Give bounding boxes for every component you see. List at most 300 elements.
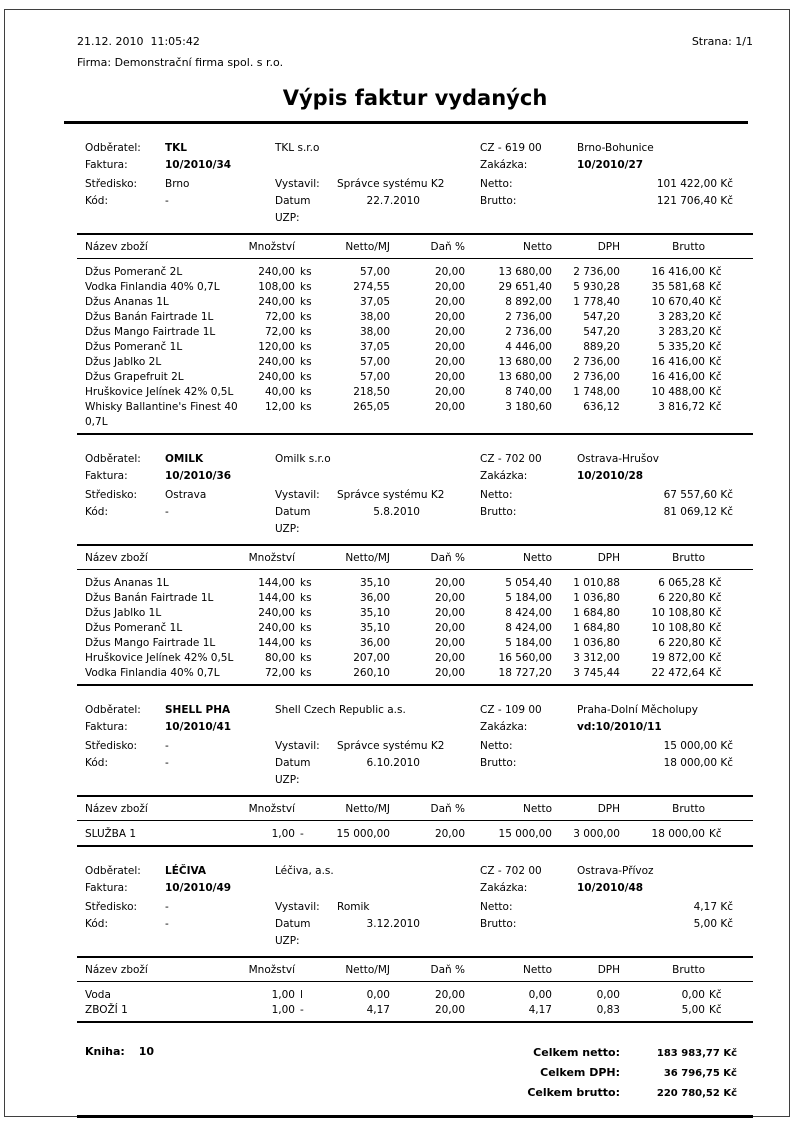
uzp-label: Datum UZP:: [275, 506, 311, 535]
uzp-label: Datum UZP:: [275, 195, 311, 224]
item-brutto: 19 872,00: [651, 652, 705, 664]
item-name: ZBOŽÍ 1: [85, 1004, 128, 1016]
item-dan: 20,00: [434, 637, 465, 649]
item-netto-mj: 38,00: [359, 326, 390, 338]
customer-city: Ostrava-Přívoz: [577, 865, 654, 877]
item-currency: Kč: [709, 266, 722, 278]
item-netto-mj: 57,00: [359, 371, 390, 383]
item-dph: 1 778,40: [573, 296, 620, 308]
customer-label: Odběratel:: [85, 704, 141, 716]
invoice-netto-total: 67 557,60 Kč: [663, 489, 733, 501]
total-netto-value: 183 983,77 Kč: [656, 1048, 737, 1059]
item-currency: Kč: [709, 281, 722, 293]
item-currency: Kč: [709, 607, 722, 619]
item-qty: 40,00: [264, 386, 295, 398]
item-dph: 3 000,00: [573, 828, 620, 840]
item-brutto: 18 000,00: [651, 828, 705, 840]
items-table-header: [77, 964, 753, 977]
header-netto-mj: Netto/MJ: [345, 552, 390, 564]
uzp-label: Datum UZP:: [275, 918, 311, 947]
brutto-label: Brutto:: [480, 757, 517, 769]
item-dan: 20,00: [434, 577, 465, 589]
header-mnozstvi: Množství: [248, 552, 295, 564]
item-name: Džus Ananas 1L: [85, 296, 169, 308]
item-dph: 3 312,00: [573, 652, 620, 664]
stredisko-label: Středisko:: [85, 740, 138, 752]
invoice-label: Faktura:: [85, 882, 128, 894]
item-netto-mj: 260,10: [353, 667, 390, 679]
item-unit: ks: [300, 622, 312, 634]
customer-city: Praha-Dolní Měcholupy: [577, 704, 698, 716]
item-currency: Kč: [709, 371, 722, 383]
item-currency: Kč: [709, 592, 722, 604]
item-brutto: 16 416,00: [651, 266, 705, 278]
header-mnozstvi: Množství: [248, 803, 295, 815]
netto-label: Netto:: [480, 489, 513, 501]
item-unit: ks: [300, 592, 312, 604]
item-dan: 20,00: [434, 311, 465, 323]
customer-code: TKL: [165, 142, 187, 154]
header-mnozstvi: Množství: [248, 241, 295, 253]
uzp-label: Datum UZP:: [275, 757, 311, 786]
item-dph: 1 036,80: [573, 637, 620, 649]
item-currency: Kč: [709, 401, 722, 413]
item-netto-mj: 207,00: [353, 652, 390, 664]
item-netto: 8 892,00: [505, 296, 552, 308]
item-unit: ks: [300, 652, 312, 664]
customer-label: Odběratel:: [85, 453, 141, 465]
item-netto: 4,17: [528, 1004, 552, 1016]
item-currency: Kč: [709, 577, 722, 589]
header-brutto: Brutto: [672, 803, 705, 815]
header-nazev: Název zboží: [85, 552, 148, 564]
item-currency: Kč: [709, 296, 722, 308]
customer-city: Ostrava-Hrušov: [577, 453, 660, 465]
header-brutto: Brutto: [672, 964, 705, 976]
item-netto: 8 424,00: [505, 607, 552, 619]
item-netto-mj: 35,10: [359, 577, 390, 589]
item-dan: 20,00: [434, 356, 465, 368]
item-qty: 72,00: [264, 311, 295, 323]
item-netto: 13 680,00: [498, 371, 552, 383]
table-bottom-divider: [77, 684, 753, 686]
table-bottom-divider: [77, 845, 753, 847]
invoice-kod-row: [77, 504, 753, 538]
item-unit: ks: [300, 326, 312, 338]
item-brutto: 3 283,20: [658, 311, 705, 323]
item-unit: ks: [300, 356, 312, 368]
item-netto: 5 184,00: [505, 592, 552, 604]
item-row: [77, 400, 753, 430]
item-row: [77, 340, 753, 355]
header-dph: DPH: [597, 803, 620, 815]
item-netto: 16 560,00: [498, 652, 552, 664]
item-currency: Kč: [709, 356, 722, 368]
book-label: Kniha:: [85, 1045, 125, 1058]
item-currency: Kč: [709, 311, 722, 323]
item-netto: 29 651,40: [498, 281, 552, 293]
item-unit: ks: [300, 281, 312, 293]
item-netto-mj: 57,00: [359, 356, 390, 368]
item-rows: [77, 576, 753, 681]
header-nazev: Název zboží: [85, 803, 148, 815]
item-name: Džus Grapefruit 2L: [85, 371, 184, 383]
item-dph: 547,20: [583, 326, 620, 338]
item-row: [77, 591, 753, 606]
item-row: [77, 576, 753, 591]
item-netto: 0,00: [528, 989, 552, 1001]
kod-value: -: [165, 757, 169, 769]
item-brutto: 3 816,72: [658, 401, 705, 413]
issuer-value: Správce systému K2: [337, 178, 445, 190]
header-nazev: Název zboží: [85, 964, 148, 976]
item-name: Vodka Finlandia 40% 0,7L: [85, 281, 220, 293]
invoice-kod-row: [77, 755, 753, 789]
item-unit: ks: [300, 607, 312, 619]
item-qty: 240,00: [258, 356, 295, 368]
item-netto: 4 446,00: [505, 341, 552, 353]
invoice-brutto-total: 121 706,40 Kč: [656, 195, 733, 207]
header-netto: Netto: [523, 552, 552, 564]
item-netto-mj: 0,00: [366, 989, 390, 1001]
invoice-number: 10/2010/41: [165, 721, 232, 733]
item-name: Džus Mango Fairtrade 1L: [85, 326, 216, 338]
item-currency: Kč: [709, 326, 722, 338]
stredisko-value: -: [165, 740, 169, 752]
item-name: Džus Pomeranč 1L: [85, 341, 183, 353]
order-label: Zakázka:: [480, 721, 528, 733]
item-qty: 240,00: [258, 371, 295, 383]
item-netto: 3 180,60: [505, 401, 552, 413]
item-dph: 2 736,00: [573, 371, 620, 383]
invoice-number: 10/2010/49: [165, 882, 232, 894]
item-netto-mj: 35,10: [359, 622, 390, 634]
item-qty: 240,00: [258, 622, 295, 634]
item-netto: 5 054,40: [505, 577, 552, 589]
item-netto-mj: 274,55: [353, 281, 390, 293]
customer-region: CZ - 702 00: [480, 453, 542, 465]
item-brutto: 35 581,68: [651, 281, 705, 293]
kod-value: -: [165, 195, 169, 207]
item-dph: 2 736,00: [573, 356, 620, 368]
book-number: [77, 1043, 154, 1103]
header-netto: Netto: [523, 803, 552, 815]
total-dph-row: [527, 1063, 753, 1083]
order-label: Zakázka:: [480, 470, 528, 482]
kod-label: Kód:: [85, 506, 108, 518]
report-title: Výpis faktur vydaných: [282, 86, 548, 110]
grand-totals: [527, 1043, 753, 1103]
invoice-list: [77, 140, 753, 1023]
item-netto: 2 736,00: [505, 326, 552, 338]
customer-name: Léčiva, a.s.: [275, 865, 334, 877]
item-dph: 0,83: [596, 1004, 620, 1016]
invoice-section: [77, 451, 753, 686]
header-netto-mj: Netto/MJ: [345, 803, 390, 815]
title-divider: [64, 121, 748, 124]
netto-label: Netto:: [480, 740, 513, 752]
total-dph-value: 36 796,75 Kč: [663, 1068, 737, 1079]
invoice-number: 10/2010/34: [165, 159, 232, 171]
table-header-divider: [77, 258, 753, 259]
item-netto: 8 740,00: [505, 386, 552, 398]
item-brutto: 6 220,80: [658, 637, 705, 649]
invoice-number-row: [77, 157, 753, 174]
item-name: Voda: [85, 989, 111, 1001]
item-name: Džus Pomeranč 1L: [85, 622, 183, 634]
item-name: Džus Jablko 2L: [85, 356, 162, 368]
invoice-netto-total: 15 000,00 Kč: [663, 740, 733, 752]
item-name: Džus Banán Fairtrade 1L: [85, 592, 214, 604]
item-row: [77, 988, 753, 1003]
item-dan: 20,00: [434, 386, 465, 398]
item-unit: ks: [300, 386, 312, 398]
table-top-divider: [77, 233, 753, 235]
item-qty: 80,00: [264, 652, 295, 664]
item-row: [77, 666, 753, 681]
item-unit: ks: [300, 341, 312, 353]
item-qty: 144,00: [258, 577, 295, 589]
item-row: [77, 295, 753, 310]
item-brutto: 3 283,20: [658, 326, 705, 338]
item-brutto: 10 488,00: [651, 386, 705, 398]
netto-label: Netto:: [480, 901, 513, 913]
item-currency: Kč: [709, 341, 722, 353]
report-meta: [77, 34, 753, 50]
item-brutto: 16 416,00: [651, 371, 705, 383]
order-label: Zakázka:: [480, 159, 528, 171]
item-dan: 20,00: [434, 326, 465, 338]
customer-name: Shell Czech Republic a.s.: [275, 704, 406, 716]
item-netto-mj: 15 000,00: [336, 828, 390, 840]
item-netto: 15 000,00: [498, 828, 552, 840]
header-dph: DPH: [597, 241, 620, 253]
table-top-divider: [77, 795, 753, 797]
item-currency: Kč: [709, 386, 722, 398]
customer-region: CZ - 109 00: [480, 704, 542, 716]
customer-name: TKL s.r.o: [275, 142, 320, 154]
issuer-value: Správce systému K2: [337, 740, 445, 752]
report-content: [77, 34, 753, 1118]
item-netto-mj: 38,00: [359, 311, 390, 323]
item-netto: 2 736,00: [505, 311, 552, 323]
kod-label: Kód:: [85, 757, 108, 769]
item-dph: 547,20: [583, 311, 620, 323]
company-line: Firma: Demonstrační firma spol. s r.o.: [77, 56, 284, 69]
item-brutto: 10 108,80: [651, 622, 705, 634]
item-qty: 108,00: [258, 281, 295, 293]
invoice-customer-row: [77, 451, 753, 468]
item-row: [77, 606, 753, 621]
total-netto-row: [527, 1043, 753, 1063]
item-name: Džus Ananas 1L: [85, 577, 169, 589]
item-row: [77, 385, 753, 400]
item-qty: 144,00: [258, 592, 295, 604]
item-unit: ks: [300, 667, 312, 679]
item-name: Hruškovice Jelínek 42% 0,5L: [85, 386, 234, 398]
customer-name: Omilk s.r.o: [275, 453, 331, 465]
header-netto: Netto: [523, 241, 552, 253]
header-dan: Daň %: [430, 552, 465, 564]
item-qty: 240,00: [258, 607, 295, 619]
invoice-section: [77, 863, 753, 1023]
invoice-kod-row: [77, 193, 753, 227]
item-brutto: 6 220,80: [658, 592, 705, 604]
item-netto-mj: 265,05: [353, 401, 390, 413]
item-dan: 20,00: [434, 652, 465, 664]
item-unit: ks: [300, 371, 312, 383]
item-row: [77, 651, 753, 666]
item-row: [77, 265, 753, 280]
item-qty: 1,00: [271, 1004, 295, 1016]
order-number: 10/2010/48: [577, 882, 644, 894]
invoice-label: Faktura:: [85, 159, 128, 171]
item-netto-mj: 4,17: [366, 1004, 390, 1016]
kod-value: -: [165, 918, 169, 930]
item-dan: 20,00: [434, 1004, 465, 1016]
item-brutto: 16 416,00: [651, 356, 705, 368]
item-name: Džus Jablko 1L: [85, 607, 162, 619]
kod-label: Kód:: [85, 918, 108, 930]
item-currency: Kč: [709, 828, 722, 840]
item-row: [77, 827, 753, 842]
stredisko-label: Středisko:: [85, 178, 138, 190]
item-brutto: 22 472,64: [651, 667, 705, 679]
order-number: 10/2010/27: [577, 159, 644, 171]
order-number: 10/2010/28: [577, 470, 644, 482]
item-brutto: 5 335,20: [658, 341, 705, 353]
item-qty: 240,00: [258, 296, 295, 308]
item-dph: 889,20: [583, 341, 620, 353]
item-currency: Kč: [709, 652, 722, 664]
invoice-customer-row: [77, 140, 753, 157]
item-unit: ks: [300, 296, 312, 308]
issuer-label: Vystavil:: [275, 489, 320, 501]
item-brutto: 10 108,80: [651, 607, 705, 619]
invoice-stredisko-row: [77, 738, 753, 755]
item-brutto: 6 065,28: [658, 577, 705, 589]
item-name: SLUŽBA 1: [85, 828, 137, 840]
item-row: [77, 325, 753, 340]
item-name: Džus Banán Fairtrade 1L: [85, 311, 214, 323]
total-brutto-label: Celkem brutto:: [527, 1086, 620, 1099]
item-brutto: 10 670,40: [651, 296, 705, 308]
header-netto: Netto: [523, 964, 552, 976]
item-dph: 1 684,80: [573, 607, 620, 619]
header-brutto: Brutto: [672, 552, 705, 564]
table-header-divider: [77, 569, 753, 570]
item-name: Hruškovice Jelínek 42% 0,5L: [85, 652, 234, 664]
stredisko-value: -: [165, 901, 169, 913]
stredisko-value: Brno: [165, 178, 190, 190]
issuer-label: Vystavil:: [275, 901, 320, 913]
header-netto-mj: Netto/MJ: [345, 241, 390, 253]
table-top-divider: [77, 956, 753, 958]
brutto-label: Brutto:: [480, 918, 517, 930]
brutto-label: Brutto:: [480, 506, 517, 518]
stredisko-label: Středisko:: [85, 901, 138, 913]
item-dan: 20,00: [434, 622, 465, 634]
item-dph: 0,00: [596, 989, 620, 1001]
kod-label: Kód:: [85, 195, 108, 207]
item-unit: ks: [300, 311, 312, 323]
invoice-customer-row: [77, 702, 753, 719]
kod-value: -: [165, 506, 169, 518]
items-table-header: [77, 552, 753, 565]
header-brutto: Brutto: [672, 241, 705, 253]
total-dph-label: Celkem DPH:: [540, 1066, 620, 1079]
item-qty: 120,00: [258, 341, 295, 353]
item-dph: 1 036,80: [573, 592, 620, 604]
item-netto: 13 680,00: [498, 266, 552, 278]
table-top-divider: [77, 544, 753, 546]
item-qty: 144,00: [258, 637, 295, 649]
item-name-line2: 0,7L: [85, 416, 108, 428]
item-dan: 20,00: [434, 607, 465, 619]
item-dan: 20,00: [434, 371, 465, 383]
item-unit: -: [300, 1004, 304, 1016]
item-currency: Kč: [709, 989, 722, 1001]
order-label: Zakázka:: [480, 882, 528, 894]
item-dan: 20,00: [434, 667, 465, 679]
header-dan: Daň %: [430, 241, 465, 253]
item-name: Vodka Finlandia 40% 0,7L: [85, 667, 220, 679]
item-dan: 20,00: [434, 989, 465, 1001]
header-nazev: Název zboží: [85, 241, 148, 253]
customer-label: Odběratel:: [85, 865, 141, 877]
item-netto-mj: 36,00: [359, 592, 390, 604]
item-netto-mj: 37,05: [359, 341, 390, 353]
uzp-date: 5.8.2010: [373, 506, 420, 518]
invoice-stredisko-row: [77, 487, 753, 504]
item-row: [77, 370, 753, 385]
item-unit: ks: [300, 637, 312, 649]
item-dan: 20,00: [434, 341, 465, 353]
item-netto: 18 727,20: [498, 667, 552, 679]
item-name: Whisky Ballantine's Finest 40: [85, 401, 238, 413]
item-qty: 72,00: [264, 667, 295, 679]
item-dph: 1 684,80: [573, 622, 620, 634]
item-dan: 20,00: [434, 281, 465, 293]
invoice-netto-total: 101 422,00 Kč: [656, 178, 733, 190]
item-name: Džus Pomeranč 2L: [85, 266, 183, 278]
invoice-brutto-total: 18 000,00 Kč: [663, 757, 733, 769]
item-currency: Kč: [709, 637, 722, 649]
item-row: [77, 621, 753, 636]
invoice-section: [77, 702, 753, 847]
invoice-label: Faktura:: [85, 721, 128, 733]
item-unit: ks: [300, 577, 312, 589]
header-netto-mj: Netto/MJ: [345, 964, 390, 976]
issuer-value: Romik: [337, 901, 370, 913]
invoice-number-row: [77, 719, 753, 736]
item-rows: [77, 827, 753, 842]
item-brutto: 5,00: [681, 1004, 705, 1016]
uzp-date: 6.10.2010: [366, 757, 420, 769]
item-currency: Kč: [709, 622, 722, 634]
order-number: vd:10/2010/11: [577, 721, 662, 733]
item-row: [77, 636, 753, 651]
item-unit: l: [300, 989, 303, 1001]
item-netto-mj: 35,10: [359, 607, 390, 619]
stredisko-label: Středisko:: [85, 489, 138, 501]
brutto-label: Brutto:: [480, 195, 517, 207]
item-currency: Kč: [709, 667, 722, 679]
header-dph: DPH: [597, 552, 620, 564]
item-netto-mj: 57,00: [359, 266, 390, 278]
item-netto: 5 184,00: [505, 637, 552, 649]
invoice-section: [77, 140, 753, 435]
